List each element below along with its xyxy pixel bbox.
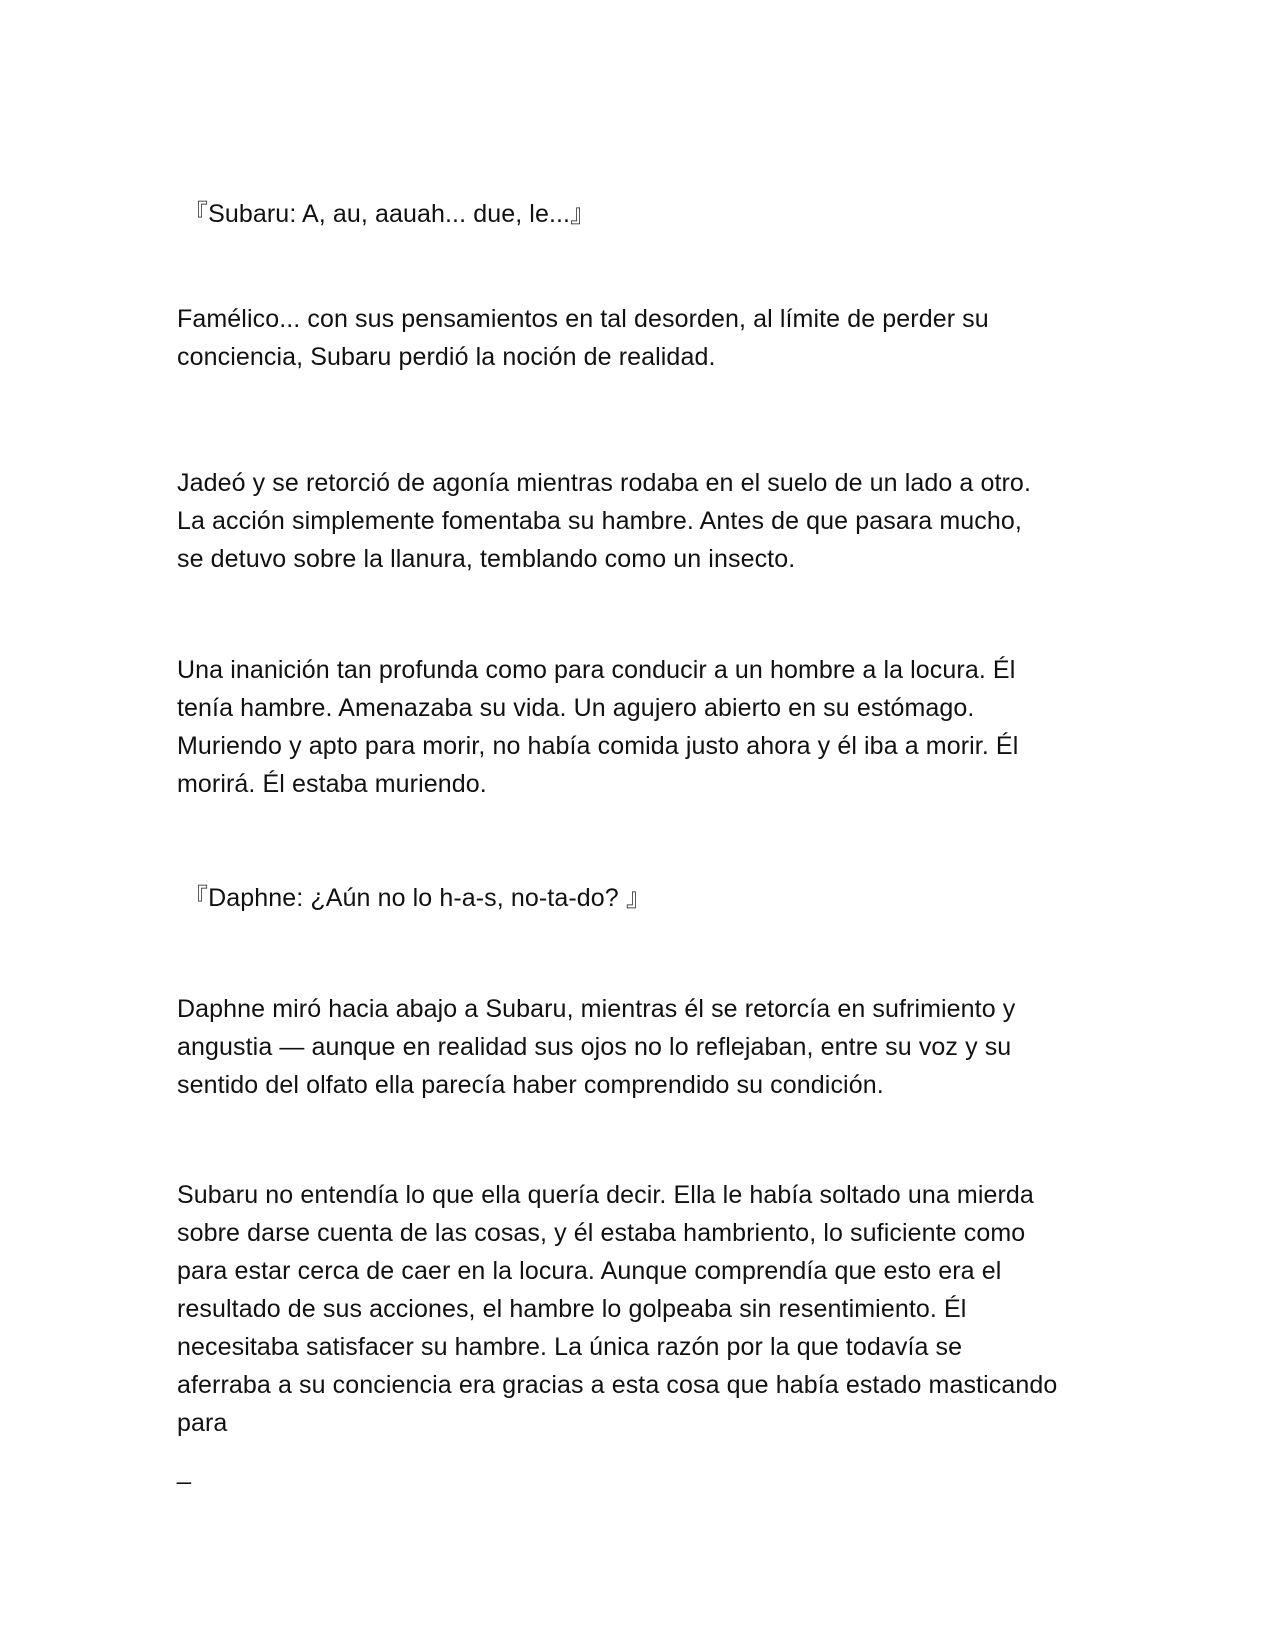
text-line: para [177, 1409, 228, 1437]
text-line: Famélico... con sus pensamientos en tal desorden, al límite de perder su [177, 305, 989, 333]
trailing-underscore: _ [177, 1457, 191, 1485]
text-line: se detuvo sobre la llanura, temblando como un insecto. [177, 545, 796, 573]
text-line: Subaru no entendía lo que ella quería decir. Ella le había soltado una mierda [177, 1181, 1034, 1209]
paragraph-subaru-no-entendia [177, 1176, 1097, 1442]
text-line: morirá. Él estaba muriendo. [177, 770, 487, 798]
dialogue-subaru [183, 195, 1103, 233]
text-line: 『Subaru: A, au, aauah... due, le...』 [183, 200, 596, 228]
text-line: conciencia, Subaru perdió la noción de realidad. [177, 343, 716, 371]
paragraph-daphne-miro [177, 990, 1097, 1104]
paragraph-inanicion [177, 651, 1097, 803]
text-line: Una inanición tan profunda como para conducir a un hombre a la locura. Él [177, 656, 1016, 684]
dialogue-daphne [183, 879, 1103, 917]
text-line: La acción simplemente fomentaba su hambre. Antes de que pasara mucho, [177, 507, 1022, 535]
text-line: sentido del olfato ella parecía haber comprendido su condición. [177, 1071, 884, 1099]
text-line: Daphne miró hacia abajo a Subaru, mientras él se retorcía en sufrimiento y [177, 995, 1016, 1023]
text-line: aferraba a su conciencia era gracias a esta cosa que había estado masticando [177, 1371, 1058, 1399]
text-line: necesitaba satisfacer su hambre. La única razón por la que todavía se [177, 1333, 963, 1361]
text-line: para estar cerca de caer en la locura. Aunque comprendía que esto era el [177, 1257, 1002, 1285]
text-line: 『Daphne: ¿Aún no lo h-a-s, no-ta-do? 』 [183, 884, 651, 912]
text-line: Jadeó y se retorció de agonía mientras rodaba en el suelo de un lado a otro. [177, 469, 1031, 497]
text-line: angustia — aunque en realidad sus ojos no lo reflejaban, entre su voz y su [177, 1033, 1012, 1061]
paragraph-famelico [177, 300, 1097, 376]
text-line: tenía hambre. Amenazaba su vida. Un agujero abierto en su estómago. [177, 694, 975, 722]
text-line: Muriendo y apto para morir, no había comida justo ahora y él iba a morir. Él [177, 732, 1019, 760]
text-line: resultado de sus acciones, el hambre lo golpeaba sin resentimiento. Él [177, 1295, 967, 1323]
text-line: sobre darse cuenta de las cosas, y él estaba hambriento, lo suficiente como [177, 1219, 1026, 1247]
paragraph-jadeo [177, 464, 1097, 578]
